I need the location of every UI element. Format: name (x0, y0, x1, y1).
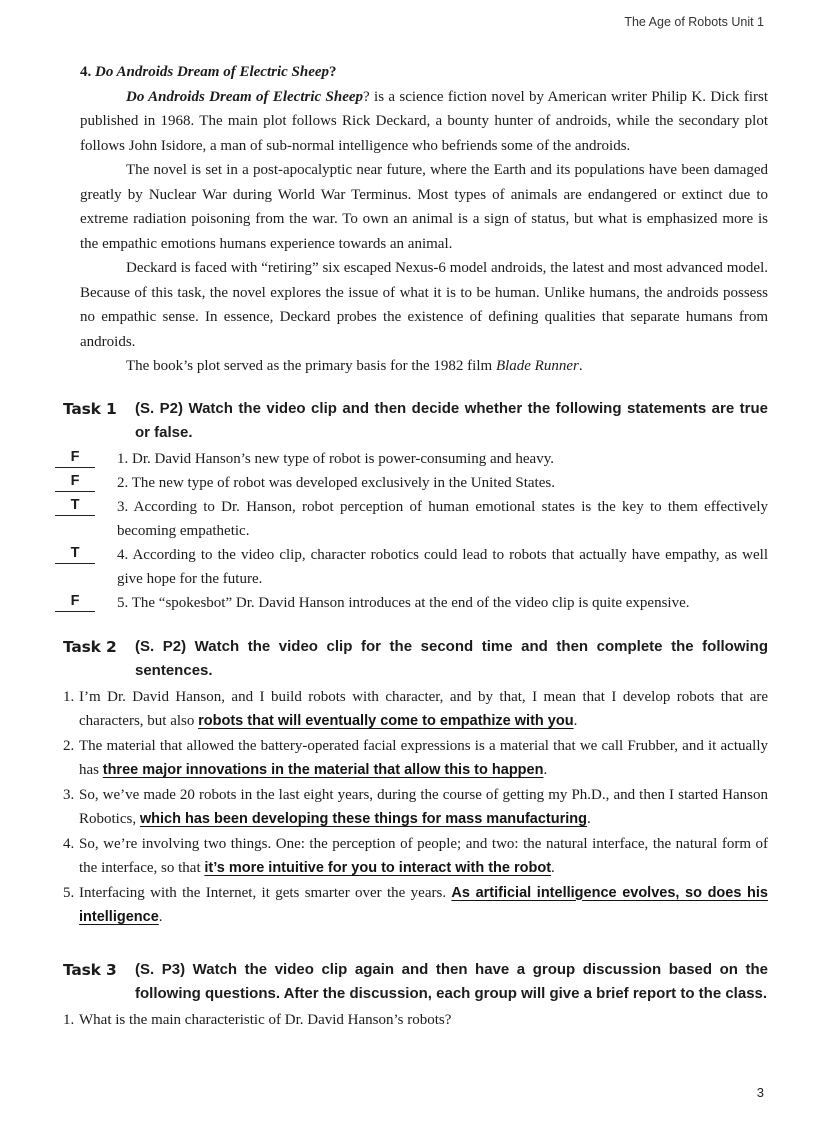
page-number: 3 (756, 1085, 764, 1100)
sentence-number: 5. (63, 884, 75, 901)
film-title: Blade Runner (495, 358, 579, 374)
sentence-end: . (158, 909, 163, 925)
sentence-item (63, 685, 768, 734)
tf-answer-blank[interactable]: T (55, 543, 95, 564)
tf-answer-blank[interactable]: F (55, 471, 95, 492)
sentence-text: Interfacing with the Internet, it gets smarter over the years. (79, 884, 452, 901)
paragraph-4-text: The book’s plot served as the primary basis for the 1982 film (126, 358, 496, 374)
tf-item (55, 471, 768, 495)
sentence-number: 1. (63, 688, 75, 705)
sentence-number: 4. (63, 835, 75, 852)
task-3 (63, 958, 768, 1033)
page-content (63, 60, 768, 1032)
sentence-item (63, 832, 768, 881)
task-2 (63, 635, 768, 930)
tf-statement: 4. According to the video clip, character robotics could lead to robots that actually have empathy, as well give hope for the future. (117, 546, 768, 587)
sentence-end: . (551, 860, 555, 876)
tf-item (55, 591, 768, 615)
tf-answer-blank[interactable]: T (55, 495, 95, 516)
discussion-question (63, 1008, 768, 1033)
tf-statement: 3. According to Dr. Hanson, robot perception of human emotional states is the key to them effectively becoming empathetic. (117, 498, 768, 539)
tf-answer-blank[interactable]: F (55, 447, 95, 468)
reading-number: 4. (80, 64, 92, 80)
sentence-text: So, we’ve made 20 robots in the last eight years, during the course of getting my Ph.D., and then I started Hanson Robotics, (79, 786, 768, 827)
sentence-item (63, 881, 768, 930)
paragraph-1-text: ? is a science fiction novel by American writer Philip K. Dick first published in 1968. The main plot follows Rick Deckard, a bounty hunter of androids, while the secondary plot follows John Isidore, a man of sub-normal intelligence who befriends some of the androids. (80, 88, 768, 154)
task-2-heading (63, 635, 768, 683)
sentence-item (63, 783, 768, 832)
sentence-item (63, 734, 768, 783)
answer-fill[interactable]: which has been developing these things for mass manufacturing (139, 811, 588, 827)
true-false-list (55, 447, 768, 615)
question-text: What is the main characteristic of Dr. David Hanson’s robots? (79, 1011, 452, 1028)
sentence-completion-list (63, 685, 768, 930)
reading-title (80, 60, 768, 85)
tf-answer-blank[interactable]: F (55, 591, 95, 612)
running-head: The Age of Robots Unit 1 (624, 15, 764, 29)
task-3-label: Task 3 (63, 960, 117, 979)
paragraph-4-end: . (578, 358, 583, 374)
reading-title-suffix: ? (329, 64, 337, 80)
task-3-instruction: (S. P3) Watch the video clip again and then have a group discussion based on the following questions. After the discussion, each group will give a brief report to the class. (135, 960, 768, 1002)
reading-paragraph-2: The novel is set in a post-apocalyptic near future, where the Earth and its populations have been damaged greatly by Nuclear War during World War Terminus. Most types of animals are endangered or extinct due to extreme radiation poisoning from the war. To own an animal is a sign of status, but what is emphasized more is the empathic emotions humans experience towards an animal. (80, 162, 768, 252)
sentence-text: I’m Dr. David Hanson, and I build robots with character, and by that, I mean that I develop robots that are characters, but also (79, 688, 768, 729)
task-1-label: Task 1 (63, 399, 117, 418)
sentence-end: . (573, 713, 578, 729)
tf-item (55, 447, 768, 471)
reading-paragraph-1 (80, 85, 768, 159)
tf-item (55, 495, 768, 543)
answer-fill[interactable]: As artificial intelligence evolves, so does his intelligence (79, 884, 768, 925)
task-2-instruction: (S. P2) Watch the video clip for the second time and then complete the following sentences. (135, 637, 768, 679)
task-3-heading (63, 958, 768, 1006)
sentence-text: So, we’re involving two things. One: the perception of people; and two: the natural interface, the natural form of the interface, so that (79, 835, 768, 876)
task-1-instruction: (S. P2) Watch the video clip and then decide whether the following statements are true or false. (135, 399, 768, 441)
tf-statement: 1. Dr. David Hanson’s new type of robot is power-consuming and heavy. (117, 450, 554, 467)
task-1 (63, 397, 768, 615)
sentence-end: . (543, 762, 548, 778)
reading-title-text: Do Androids Dream of Electric Sheep (95, 64, 330, 80)
reading-paragraph-4 (80, 354, 768, 379)
task-2-label: Task 2 (63, 637, 117, 656)
task-1-heading (63, 397, 768, 445)
answer-fill[interactable]: robots that will eventually come to empathize with you (198, 713, 574, 729)
sentence-end: . (587, 811, 591, 827)
reading-paragraph-3: Deckard is faced with “retiring” six escaped Nexus-6 model androids, the latest and most advanced model. Because of this task, the novel explores the issue of what it is to be human. Unlike humans, the androids possess no empathic sense. In essence, Deckard probes the existence of defining qualities that separate humans from androids. (80, 260, 768, 350)
question-number: 1. (63, 1011, 75, 1028)
answer-fill[interactable]: three major innovations in the material that allow this to happen (102, 762, 544, 778)
sentence-text: The material that allowed the battery-operated facial expressions is a material that we call Frubber, and it actually has (79, 737, 768, 778)
answer-fill[interactable]: it’s more intuitive for you to interact with the robot (204, 860, 552, 876)
tf-item (55, 543, 768, 591)
sentence-number: 2. (63, 737, 75, 754)
sentence-number: 3. (63, 786, 75, 803)
discussion-question-list (63, 1008, 768, 1033)
book-title-inline: Do Androids Dream of Electric Sheep (126, 88, 364, 105)
tf-statement: 5. The “spokesbot” Dr. David Hanson introduces at the end of the video clip is quite expensive. (117, 594, 690, 611)
tf-statement: 2. The new type of robot was developed exclusively in the United States. (117, 474, 555, 491)
